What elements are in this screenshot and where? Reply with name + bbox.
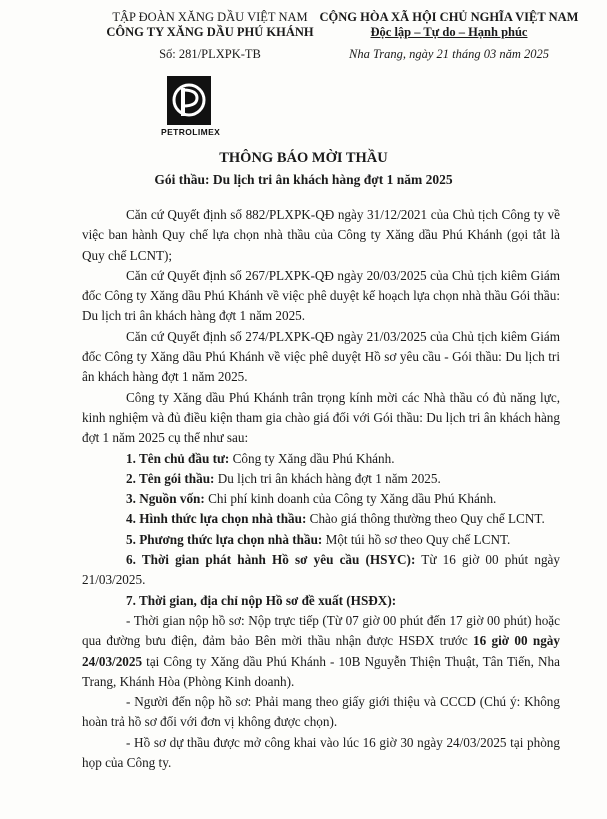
motto-text: Độc lập – Tự do – Hạnh phúc	[370, 25, 528, 39]
list-item	[82, 509, 560, 529]
doc-number: Số: 281/PLXPK-TB	[159, 47, 261, 61]
paragraph-legal-basis-2: Căn cứ Quyết định số 267/PLXPK-QĐ ngày 20/03/2025 của Chủ tịch kiêm Giám đốc Công ty Xăng dầu Phú Khánh về việc phê duyệt kế hoạch lựa chọn nhà thầu Gói thầu: Du lịch tri ân khách hàng đợt 1 năm 2025.	[82, 267, 560, 324]
list-item	[82, 591, 560, 611]
section7-a-post: tại Công ty Xăng dầu Phú Khánh - 10B Nguyễn Thiện Thuật, Tân Tiến, Nha Trang, Khánh Hòa (Phòng Kinh doanh).	[82, 653, 560, 689]
list-item	[82, 469, 560, 489]
org-company: CÔNG TY XĂNG DẦU PHÚ KHÁNH	[106, 25, 314, 39]
item-text: Chi phí kinh doanh của Công ty Xăng dầu Phú Khánh.	[204, 491, 497, 507]
section7-deadline: 16 giờ 00 ngày 24/03/2025	[82, 633, 560, 669]
motto	[318, 25, 580, 40]
page-title: THÔNG BÁO MỜI THẦU	[219, 150, 388, 166]
header-left	[90, 10, 330, 40]
item-label: 7. Thời gian, địa chỉ nộp Hồ sơ đề xuất (HSĐX):	[126, 592, 397, 608]
item-label: 6. Thời gian phát hành Hồ sơ yêu cầu (HSYC):	[126, 552, 416, 568]
item-label: 4. Hình thức lựa chọn nhà thầu:	[126, 511, 307, 527]
item-label: 1. Tên chủ đầu tư:	[126, 450, 230, 466]
item-text: Công ty Xăng dầu Phú Khánh.	[229, 450, 395, 466]
section7-submitter-requirements: - Người đến nộp hồ sơ: Phải mang theo giấy giới thiệu và CCCD (Chú ý: Không hoàn trả hồ sơ đối với đơn vị không được chọn).	[82, 694, 560, 730]
list-item	[82, 530, 560, 550]
item-text: Một túi hồ sơ theo Quy chế LCNT.	[322, 531, 511, 547]
document-body	[82, 205, 560, 773]
item-text: Du lịch tri ân khách hàng đợt 1 năm 2025.	[214, 470, 441, 486]
petrolimex-logo-icon	[167, 76, 211, 125]
list-item	[82, 550, 560, 591]
org-parent: TẬP ĐOÀN XĂNG DẦU VIỆT NAM	[112, 10, 308, 24]
paragraph-legal-basis-3: Căn cứ Quyết định số 274/PLXPK-QĐ ngày 21/03/2025 của Chủ tịch kiêm Giám đốc Công ty Xăng dầu Phú Khánh về việc phê duyệt Hồ sơ yêu cầu - Gói thầu: Du lịch tri ân khách hàng đợt 1 năm 2025.	[82, 328, 560, 385]
list-item	[82, 489, 560, 509]
list-item	[82, 449, 560, 469]
section7-opening-time: - Hồ sơ dự thầu được mở công khai vào lúc 16 giờ 30 ngày 24/03/2025 tại phòng họp của Công ty.	[82, 734, 560, 771]
company-logo	[161, 76, 221, 142]
paragraph-invitation: Công ty Xăng dầu Phú Khánh trân trọng kính mời các Nhà thầu có đủ năng lực, kinh nghiệm và đủ điều kiện tham gia chào giá đối với Gói thầu: Du lịch tri ân khách hàng đợt 1 năm 2025 cụ thể như sau:	[82, 389, 560, 446]
section7-submission-time	[82, 611, 560, 692]
item-label: 5. Phương thức lựa chọn nhà thầu:	[126, 531, 323, 547]
logo-text: PETROLIMEX	[161, 127, 221, 137]
nation-title: CỘNG HÒA XÃ HỘI CHỦ NGHĨA VIỆT NAM	[319, 10, 579, 24]
paragraph-legal-basis-1: Căn cứ Quyết định số 882/PLXPK-QĐ ngày 31/12/2021 của Chủ tịch Công ty về việc ban hành Quy chế lựa chọn nhà thầu của Công ty Xăng dầu Phú Khánh (gọi tắt là Quy chế LCNT);	[82, 207, 560, 263]
place-date: Nha Trang, ngày 21 tháng 03 năm 2025	[348, 47, 549, 61]
item-text: Chào giá thông thường theo Quy chế LCNT.	[306, 511, 545, 527]
section7-a-pre: - Thời gian nộp hồ sơ: Nộp trực tiếp (Từ 07 giờ 00 phút đến 17 giờ 00 phút) hoặc qua đường bưu điện, đảm bảo Bên mời thầu nhận được HSĐX trước	[82, 612, 560, 649]
item-label: 3. Nguồn vốn:	[126, 491, 205, 507]
item-label: 2. Tên gói thầu:	[126, 470, 215, 486]
page-subtitle: Gói thầu: Du lịch tri ân khách hàng đợt 1 năm 2025	[154, 172, 453, 187]
item-text: Từ 16 giờ 00 phút ngày 21/03/2025.	[82, 552, 560, 588]
